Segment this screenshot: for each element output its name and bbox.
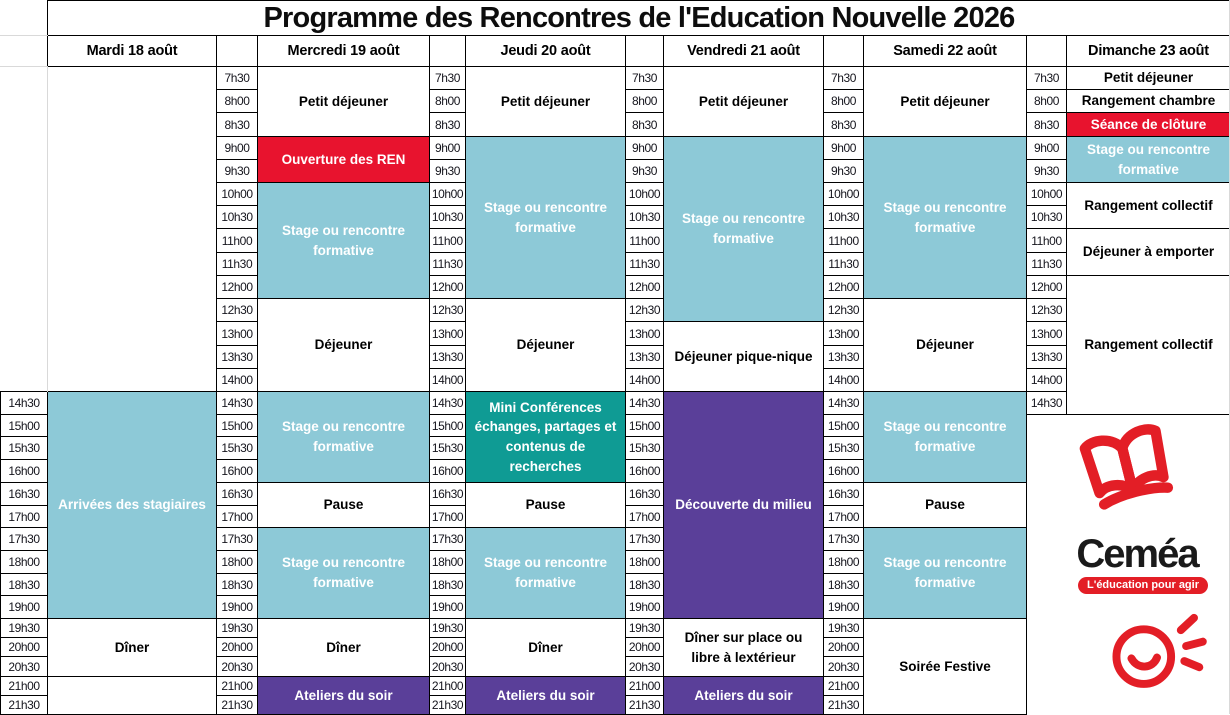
cemea-smiley-icon [1105,610,1209,698]
time-cell: 8h30 [625,112,664,137]
time-cell: 21h00 [0,676,48,696]
time-cell: 7h30 [216,66,258,90]
time-cell: 21h00 [625,676,664,696]
time-cell: 21h30 [0,695,48,715]
time-cell: 14h30 [1026,391,1067,415]
time-cell: 17h30 [0,527,48,551]
time-cell: 17h00 [0,505,48,528]
time-cell: 11h00 [823,228,864,253]
event-cell: Stage ou rencontre formative [257,527,430,619]
time-cell: 13h30 [429,345,466,369]
time-cell: 18h30 [429,573,466,596]
time-cell: 12h00 [1026,275,1067,299]
time-cell: 7h30 [625,66,664,90]
event-cell: Stage ou rencontre formative [863,391,1027,483]
time-cell: 19h30 [216,618,258,638]
time-cell: 8h30 [1026,112,1067,137]
time-cell: 18h30 [0,573,48,596]
time-cell: 15h00 [429,414,466,437]
time-cell: 10h00 [625,182,664,206]
cemea-logo [1066,414,1230,714]
time-cell: 14h30 [429,391,466,415]
time-cell: 12h30 [625,298,664,322]
time-cell: 12h00 [429,275,466,299]
time-cell: 12h00 [823,275,864,299]
event-cell: Mini Conférences échanges, partages et contenus de recherches [465,391,626,483]
time-cell: 16h00 [625,459,664,483]
cemea-book-icon [1077,422,1181,528]
time-cell: 11h30 [1026,252,1067,276]
time-header-blank [216,35,258,67]
time-cell: 9h30 [429,159,466,183]
time-cell: 16h00 [0,459,48,483]
time-cell: 19h00 [216,595,258,619]
day-header: Jeudi 20 août [465,35,626,67]
event-cell: Petit déjeuner [1066,66,1230,90]
time-cell: 18h00 [0,550,48,574]
event-cell: Dîner [47,618,217,677]
time-cell: 19h30 [625,618,664,638]
event-cell: Rangement collectif [1066,182,1230,229]
time-cell: 11h00 [625,228,664,253]
time-cell: 18h30 [823,573,864,596]
time-cell: 17h00 [625,505,664,528]
time-cell: 9h30 [823,159,864,183]
time-cell: 20h30 [429,656,466,677]
time-cell: 10h00 [1026,182,1067,206]
time-cell: 16h30 [216,482,258,506]
time-cell: 20h30 [0,656,48,677]
time-cell: 13h00 [823,321,864,346]
time-cell: 20h00 [216,637,258,657]
time-cell: 21h00 [823,676,864,696]
event-cell: Arrivées des stagiaires [47,391,217,619]
event-cell: Stage ou rencontre formative [863,527,1027,619]
time-cell: 11h00 [1026,228,1067,253]
time-cell: 17h30 [216,527,258,551]
time-cell: 8h00 [429,89,466,113]
time-cell: 18h00 [216,550,258,574]
event-cell: Rangement collectif [1066,275,1230,415]
event-cell: Dîner [257,618,430,677]
time-cell: 9h00 [1026,136,1067,160]
time-cell: 15h30 [216,436,258,460]
time-cell: 12h00 [625,275,664,299]
event-cell: Petit déjeuner [465,66,626,137]
time-cell: 17h30 [823,527,864,551]
time-cell: 10h00 [823,182,864,206]
time-cell: 10h30 [625,205,664,229]
time-cell: 10h00 [429,182,466,206]
cemea-tagline: L'éducation pour agir [1078,577,1208,594]
time-cell: 21h00 [429,676,466,696]
time-cell: 8h00 [1026,89,1067,113]
time-cell: 15h30 [625,436,664,460]
time-cell: 13h30 [823,345,864,369]
event-cell: Stage ou rencontre formative [465,527,626,619]
time-cell: 21h30 [429,695,466,715]
time-cell: 10h30 [1026,205,1067,229]
time-cell: 16h30 [429,482,466,506]
time-cell: 13h30 [625,345,664,369]
time-cell: 16h30 [823,482,864,506]
time-cell: 17h30 [625,527,664,551]
event-cell: Petit déjeuner [663,66,824,137]
time-cell: 15h30 [0,436,48,460]
event-cell: Stage ou rencontre formative [465,136,626,299]
event-cell: Ateliers du soir [465,676,626,715]
time-cell: 14h30 [0,391,48,415]
event-cell: Petit déjeuner [257,66,430,137]
time-header-blank [823,35,864,67]
day-header: Mercredi 19 août [257,35,430,67]
event-cell: Rangement chambre [1066,89,1230,113]
time-cell: 10h30 [823,205,864,229]
time-cell: 9h00 [823,136,864,160]
time-cell: 19h30 [823,618,864,638]
event-cell: Stage ou rencontre formative [1066,136,1230,183]
time-cell: 21h30 [216,695,258,715]
event-cell: Stage ou rencontre formative [257,182,430,299]
gridline [47,66,48,392]
time-cell: 19h00 [0,595,48,619]
event-cell: Dîner [465,618,626,677]
event-cell: Stage ou rencontre formative [663,136,824,322]
time-cell: 8h00 [216,89,258,113]
event-cell: Ateliers du soir [663,676,824,715]
time-cell: 11h30 [625,252,664,276]
time-cell: 12h30 [216,298,258,322]
time-cell: 16h30 [625,482,664,506]
time-cell: 13h30 [1026,345,1067,369]
time-cell: 20h30 [625,656,664,677]
time-cell: 7h30 [429,66,466,90]
time-header-blank [1026,35,1067,67]
event-cell: Soirée Festive [863,618,1027,715]
time-cell: 12h30 [429,298,466,322]
time-header-blank [625,35,664,67]
time-cell: 9h00 [429,136,466,160]
event-cell: Déjeuner [863,298,1027,392]
time-cell: 15h30 [429,436,466,460]
time-cell: 11h00 [429,228,466,253]
time-cell: 14h00 [625,368,664,392]
time-cell: 20h00 [625,637,664,657]
time-cell: 9h30 [625,159,664,183]
event-cell: Pause [257,482,430,528]
time-cell: 13h00 [429,321,466,346]
time-cell: 15h00 [823,414,864,437]
time-cell: 8h00 [823,89,864,113]
time-cell: 20h00 [0,637,48,657]
time-cell: 19h30 [0,618,48,638]
event-cell: Déjeuner à emporter [1066,228,1230,276]
time-cell: 10h30 [216,205,258,229]
time-cell: 20h30 [823,656,864,677]
time-cell: 16h00 [823,459,864,483]
day-header: Mardi 18 août [47,35,217,67]
time-cell: 13h00 [625,321,664,346]
event-cell: Dîner sur place ou libre à lextérieur [663,618,824,677]
event-cell: Petit déjeuner [863,66,1027,137]
time-cell: 15h00 [0,414,48,437]
time-cell: 15h00 [625,414,664,437]
time-cell: 8h30 [823,112,864,137]
day-header: Samedi 22 août [863,35,1027,67]
time-cell: 18h30 [216,573,258,596]
time-cell: 14h00 [429,368,466,392]
time-cell: 20h00 [429,637,466,657]
time-cell: 10h30 [429,205,466,229]
time-cell: 11h00 [216,228,258,253]
time-cell: 18h00 [429,550,466,574]
time-cell: 8h30 [429,112,466,137]
time-cell: 18h00 [625,550,664,574]
time-cell: 8h30 [216,112,258,137]
event-cell: Déjeuner [465,298,626,392]
time-cell: 12h30 [823,298,864,322]
time-cell: 17h30 [429,527,466,551]
event-cell: Déjeuner pique-nique [663,321,824,392]
time-cell: 9h30 [216,159,258,183]
time-cell: 8h00 [625,89,664,113]
event-cell: Pause [465,482,626,528]
day-header: Dimanche 23 août [1066,35,1230,67]
event-cell [47,676,217,715]
time-cell: 15h30 [823,436,864,460]
time-cell: 20h30 [216,656,258,677]
time-cell: 17h00 [823,505,864,528]
time-cell: 13h00 [216,321,258,346]
time-cell: 14h00 [823,368,864,392]
time-cell: 7h30 [1026,66,1067,90]
time-cell: 9h00 [625,136,664,160]
event-cell: Découverte du milieu [663,391,824,619]
time-cell: 12h30 [1026,298,1067,322]
time-cell: 19h00 [429,595,466,619]
time-cell: 17h00 [216,505,258,528]
gridline [0,66,48,67]
time-cell: 18h00 [823,550,864,574]
time-cell: 11h30 [429,252,466,276]
time-cell: 21h00 [216,676,258,696]
time-cell: 21h30 [823,695,864,715]
gridline [0,35,48,36]
time-cell: 13h00 [1026,321,1067,346]
time-cell: 19h30 [429,618,466,638]
event-cell: Stage ou rencontre formative [257,391,430,483]
time-cell: 21h30 [625,695,664,715]
time-cell: 9h30 [1026,159,1067,183]
page-title: Programme des Rencontres de l'Education Nouvelle 2026 [47,0,1230,36]
time-cell: 16h00 [429,459,466,483]
time-cell: 16h00 [216,459,258,483]
time-cell: 11h30 [823,252,864,276]
time-cell: 14h30 [216,391,258,415]
time-cell: 13h30 [216,345,258,369]
time-cell: 9h00 [216,136,258,160]
time-cell: 19h00 [625,595,664,619]
time-cell: 14h30 [625,391,664,415]
time-cell: 12h00 [216,275,258,299]
time-cell: 17h00 [429,505,466,528]
time-cell: 20h00 [823,637,864,657]
event-cell: Séance de clôture [1066,112,1230,137]
event-cell: Pause [863,482,1027,528]
day-header: Vendredi 21 août [663,35,824,67]
event-cell: Ateliers du soir [257,676,430,715]
time-cell: 10h00 [216,182,258,206]
time-cell: 14h30 [823,391,864,415]
time-cell: 19h00 [823,595,864,619]
time-cell: 18h30 [625,573,664,596]
event-cell: Stage ou rencontre formative [863,136,1027,299]
event-cell: Déjeuner [257,298,430,392]
time-header-blank [429,35,466,67]
event-cell: Ouverture des REN [257,136,430,183]
time-cell: 16h30 [0,482,48,506]
time-cell: 7h30 [823,66,864,90]
cemea-logo-text: Ceméa [1076,532,1198,576]
time-cell: 14h00 [216,368,258,392]
time-cell: 11h30 [216,252,258,276]
time-cell: 15h00 [216,414,258,437]
time-cell: 14h00 [1026,368,1067,392]
